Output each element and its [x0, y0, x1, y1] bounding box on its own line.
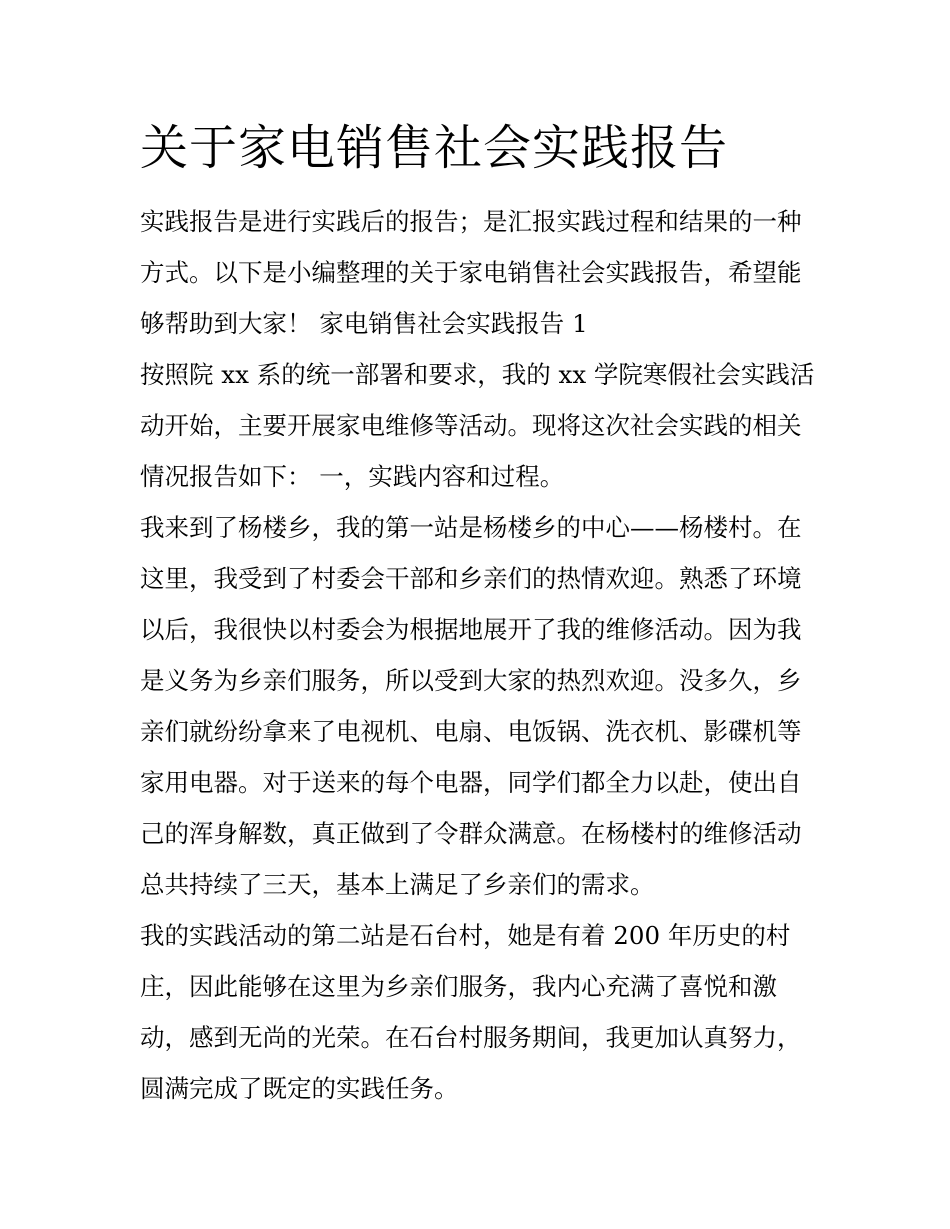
text-line: 方式。以下是小编整理的关于家电销售社会实践报告，希望能: [140, 258, 802, 287]
text-line: 我来到了杨楼乡，我的第一站是杨楼乡的中心——杨楼村。在: [140, 513, 802, 542]
text-line: 我的实践活动的第二站是石台村，她是有着 200 年历史的村: [140, 921, 791, 950]
text-line: 总共持续了三天，基本上满足了乡亲们的需求。: [140, 870, 655, 899]
text-line: 动，感到无尚的光荣。在石台村服务期间，我更加认真努力，: [140, 1023, 802, 1052]
text-line: 够帮助到大家！ 家电销售社会实践报告 1: [140, 309, 588, 338]
text-line: 这里，我受到了村委会干部和乡亲们的热情欢迎。熟悉了环境: [140, 564, 802, 593]
text-line: 动开始，主要开展家电维修等活动。现将这次社会实践的相关: [140, 411, 802, 440]
text-line: 圆满完成了既定的实践任务。: [140, 1074, 459, 1103]
text-line: 家用电器。对于送来的每个电器，同学们都全力以赴，使出自: [140, 768, 802, 797]
text-line: 己的浑身解数，真正做到了令群众满意。在杨楼村的维修活动: [140, 819, 802, 848]
document-body: [140, 196, 820, 1114]
text-line: 按照院 xx 系的统一部署和要求，我的 xx 学院寒假社会实践活: [140, 360, 815, 389]
text-line: 实践报告是进行实践后的报告；是汇报实践过程和结果的一种: [140, 207, 802, 236]
document-title: 关于家电销售社会实践报告: [140, 120, 729, 176]
text-line: 以后，我很快以村委会为根据地展开了我的维修活动。因为我: [140, 615, 802, 644]
text-line: 庄，因此能够在这里为乡亲们服务，我内心充满了喜悦和激: [140, 972, 777, 1001]
text-line: 亲们就纷纷拿来了电视机、电扇、电饭锅、洗衣机、影碟机等: [140, 717, 802, 746]
text-line: 情况报告如下： 一，实践内容和过程。: [140, 462, 565, 491]
text-line: 是义务为乡亲们服务，所以受到大家的热烈欢迎。没多久，乡: [140, 666, 802, 695]
